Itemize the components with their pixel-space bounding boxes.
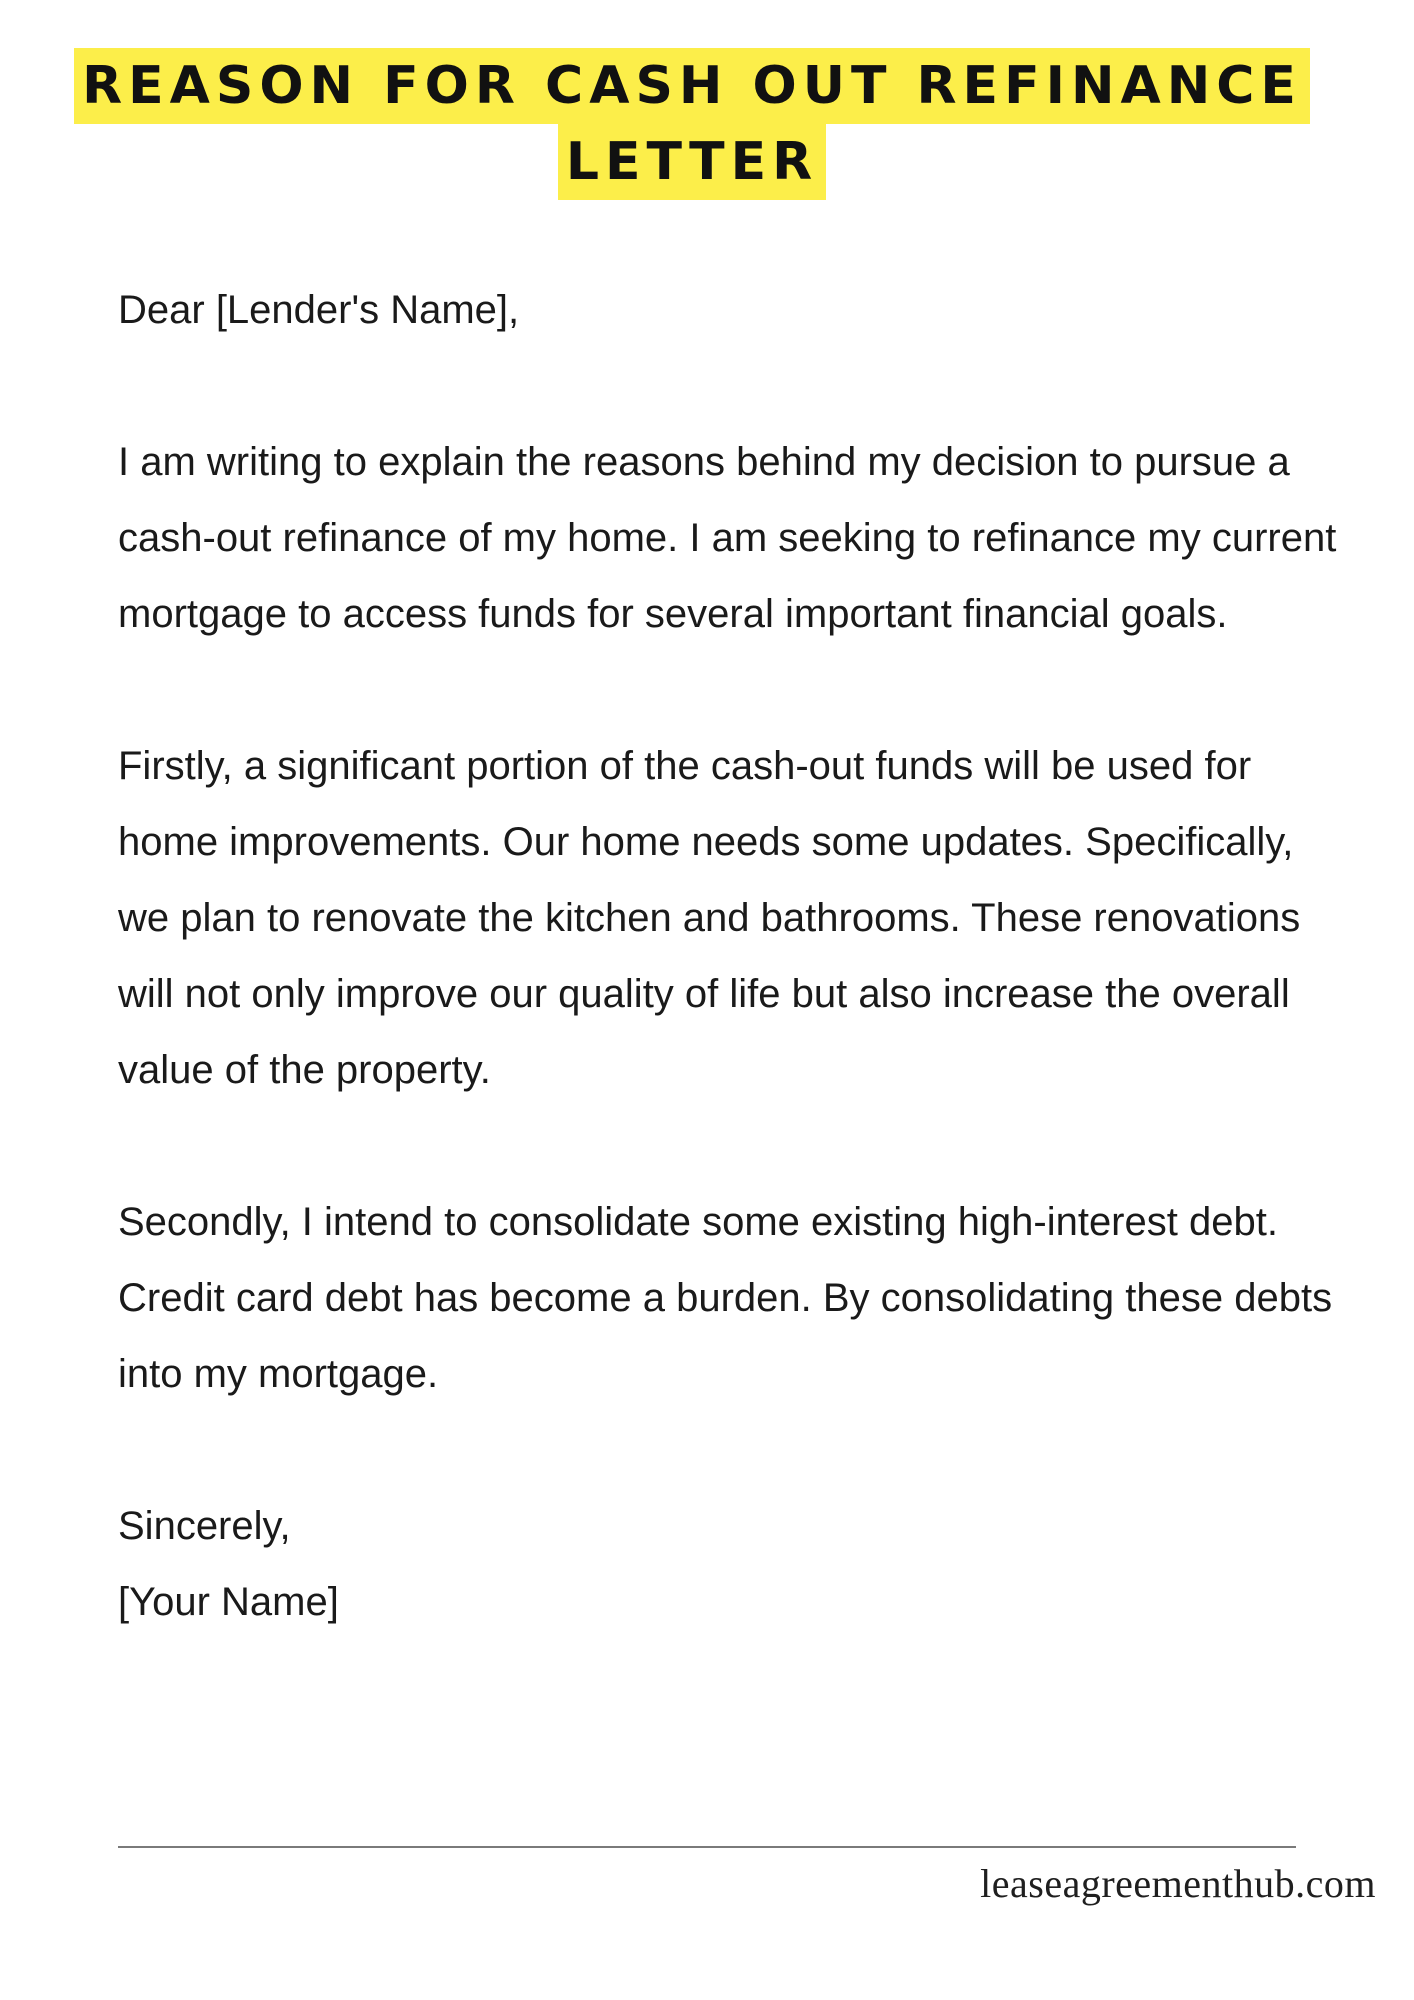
paragraph-home-improvements: Firstly, a significant portion of the cash-out funds will be used for home improvements. Our home needs some updates. Specifically, we plan to renovate the kitchen and bathrooms. These renovations will not only improve our quality of life but also increase the overall value of the property. bbox=[118, 744, 1301, 1092]
footer-site-link[interactable]: leaseagreementhub.com bbox=[980, 1861, 1376, 1906]
signature: [Your Name] bbox=[118, 1580, 339, 1624]
paragraph-intro: I am writing to explain the reasons behind my decision to pursue a cash-out refinance of my home. I am seeking to refinance my current mortgage to access funds for several important financial goals. bbox=[118, 440, 1337, 636]
paragraph-debt-consolidation: Secondly, I intend to consolidate some existing high-interest debt. Credit card debt has become a burden. By consolidating these debts into my mortgage. bbox=[118, 1200, 1333, 1396]
page-title-line-2: LETTER bbox=[558, 124, 826, 200]
footer-divider bbox=[118, 1846, 1296, 1848]
page-title bbox=[40, 48, 1344, 200]
closing: Sincerely, bbox=[118, 1504, 291, 1548]
page-title-line-1: REASON FOR CASH OUT REFINANCE bbox=[74, 48, 1310, 124]
letter-body bbox=[118, 272, 1348, 1640]
salutation: Dear [Lender's Name], bbox=[118, 288, 520, 332]
